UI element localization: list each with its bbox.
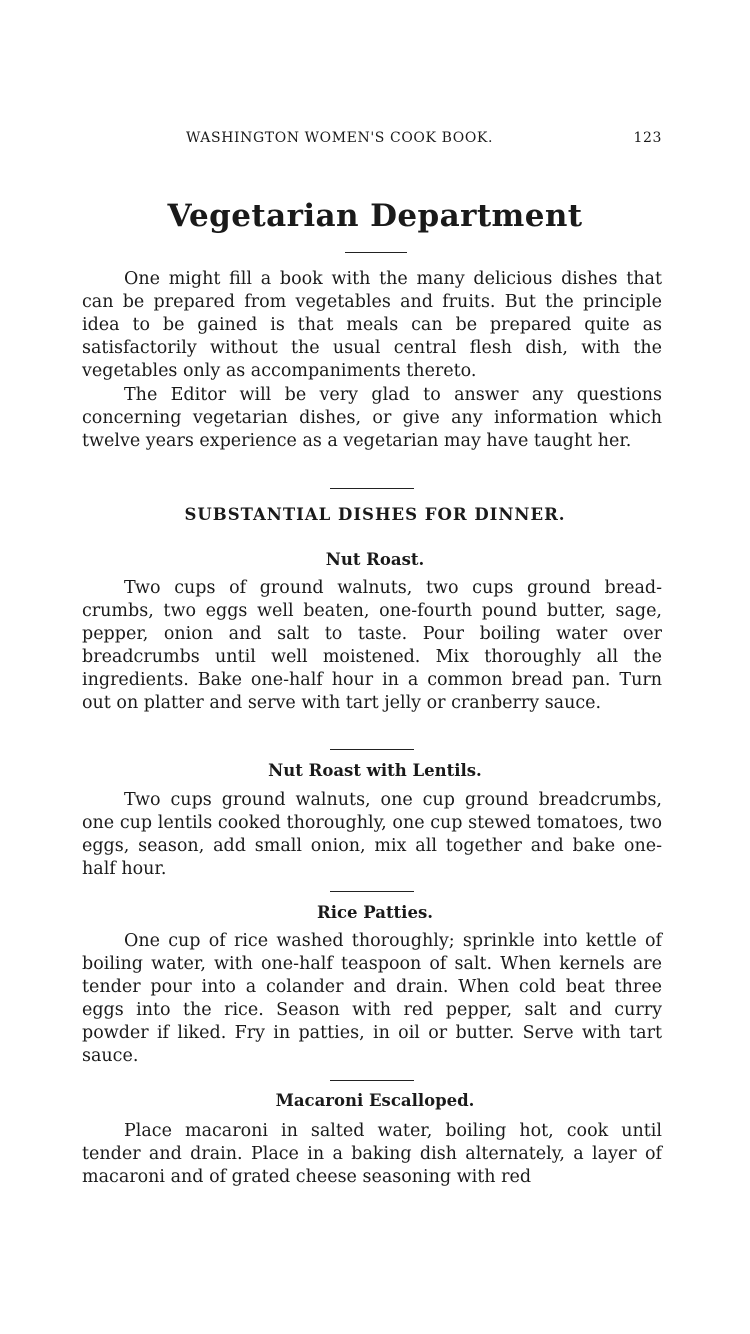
recipe-title: Rice Patties. [317,903,433,922]
divider-rule [330,749,414,750]
recipe-text: Place macaroni in salted water, boiling hot, cook until tender and drain. Place in a baking dish alternately, a layer of macaroni and of grated cheese seasoning with red [82,1121,662,1187]
running-title: WASHINGTON WOMEN'S COOK BOOK. [186,130,494,146]
page-number: 123 [633,130,662,146]
divider-rule [345,252,407,253]
divider-rule [330,891,414,892]
recipe-text: One cup of rice washed thoroughly; sprinkle into kettle of boiling water, with one-half teaspoon of salt. When kernels are tender pour into a colander and drain. When cold beat three eggs into the rice. Season with red pepper, salt and curry powder if liked. Fry in patties, in oil or butter. Serve with tart sauce. [82,931,662,1066]
recipe-title: Nut Roast. [325,550,425,569]
page-title: Vegetarian Department [167,198,583,234]
recipe-title: Nut Roast with Lentils. [268,761,482,780]
divider-rule [330,1080,414,1081]
intro-paragraph-1: One might fill a book with the many delicious dishes that can be prepared from vegetables and fruits. But the principle idea to be gained is that meals can be prepared quite as satisfactorily without the usual central flesh dish, with the vegetables only as accompaniments thereto. [82,269,662,381]
intro-paragraph-2: The Editor will be very glad to answer any questions concerning vegetarian dishes, or give any information which twelve years experience as a vegetarian may have taught her. [82,385,662,451]
section-heading: SUBSTANTIAL DISHES FOR DINNER. [184,505,566,524]
recipe-title: Macaroni Escalloped. [275,1091,475,1110]
divider-rule [330,488,414,489]
recipe-text: Two cups ground walnuts, one cup ground breadcrumbs, one cup lentils cooked thoroughly, one cup stewed tomatoes, two eggs, season, add small onion, mix all together and bake one-half hour. [82,790,662,879]
recipe-text: Two cups of ground walnuts, two cups ground bread-crumbs, two eggs well beaten, one-fourth pound butter, sage, pepper, onion and salt to taste. Pour boiling water over breadcrumbs until well moistened. Mix thoroughly all the ingredients. Bake one-half hour in a common bread pan. Turn out on platter and serve with tart jelly or cranberry sauce. [82,578,662,713]
